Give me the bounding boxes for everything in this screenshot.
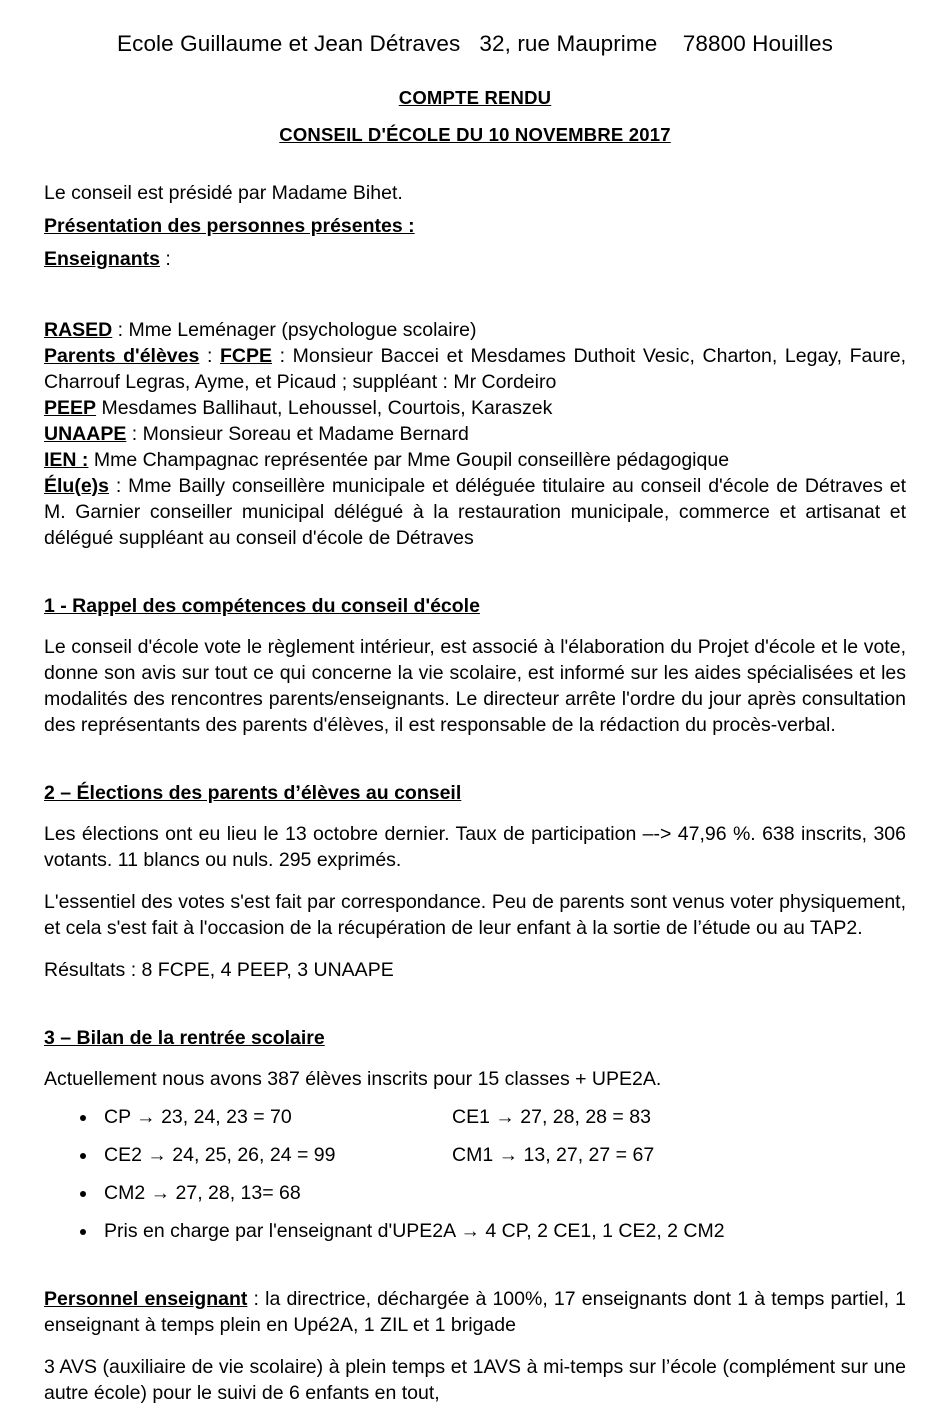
roster-line-rased	[44, 317, 906, 343]
section-2-paragraph-1: Les élections ont eu lieu le 13 octobre dernier. Taux de participation –-> 47,96 %. 638 inscrits, 306 votants. 11 blancs ou nuls. 295 exprimés.	[44, 822, 906, 871]
roster-line-parents	[44, 343, 906, 395]
parents-separator: :	[199, 344, 220, 367]
avs-paragraph: 3 AVS (auxiliaire de vie scolaire) à plein temps et 1AVS à mi-temps sur l’école (complément sur une autre école) pour le suivi de 6 enfants en tout,	[44, 1355, 906, 1404]
section-1-paragraph: Le conseil d'école vote le règlement intérieur, est associé à l'élaboration du Projet d'école et le vote, donne son avis sur tout ce qui concerne la vie scolaire, est informé sur les aides spécialisées et les modalités des rencontres parents/enseignants. Le directeur arrête l'ordre du jour après consultation des représentants des parents d'élèves, il est responsable de la rédaction du procès-verbal.	[44, 635, 906, 736]
ien-text: Mme Champagnac représentée par Mme Goupil conseillère pédagogique	[88, 448, 730, 471]
class-right: CE1 → 27, 28, 28 = 83	[452, 1105, 651, 1128]
school-address-header: Ecole Guillaume et Jean Détraves 32, rue Mauprime 78800 Houilles	[116, 31, 833, 56]
elus-label: Élu(e)s	[44, 474, 110, 497]
list-item	[44, 1142, 906, 1168]
staff-paragraph	[44, 1286, 906, 1338]
class-left: Pris en charge par l'enseignant d'UPE2A → 4 CP, 2 CE1, 1 CE2, 2 CM2	[104, 1219, 725, 1242]
staff-text: : la directrice, déchargée à 100%, 17 enseignants dont 1 à temps partiel, 1 enseignant à temps plein en Upé2A, 1 ZIL et 1 brigade	[44, 1287, 907, 1336]
list-item	[44, 1104, 906, 1130]
parents-label: Parents d'élèves	[44, 344, 200, 367]
list-item	[44, 1180, 906, 1206]
attendees-roster	[44, 317, 906, 551]
section-2-results: Résultats : 8 FCPE, 4 PEEP, 3 UNAAPE	[44, 958, 394, 981]
teachers-label: Enseignants	[44, 247, 160, 270]
class-enrollment-list	[44, 1104, 906, 1244]
teachers-heading	[44, 246, 906, 272]
rased-text: : Mme Leménager (psychologue scolaire)	[112, 318, 477, 341]
unaape-label: UNAAPE	[44, 422, 127, 445]
presentation-heading	[44, 213, 906, 239]
section-1-heading	[44, 593, 906, 619]
roster-line-unaape	[44, 421, 906, 447]
section-3-heading	[44, 1025, 906, 1051]
peep-text: Mesdames Ballihaut, Lehoussel, Courtois, Karaszek	[96, 396, 553, 419]
staff-label: Personnel enseignant	[44, 1287, 248, 1310]
section-3-intro: Actuellement nous avons 387 élèves inscrits pour 15 classes + UPE2A.	[44, 1067, 662, 1090]
class-row	[104, 1142, 906, 1168]
class-row	[104, 1180, 906, 1206]
page-title: COMPTE RENDU	[398, 87, 552, 109]
class-row	[104, 1218, 906, 1244]
class-left: CM2 → 27, 28, 13= 68	[104, 1181, 301, 1204]
rased-label: RASED	[44, 318, 113, 341]
roster-line-peep	[44, 395, 906, 421]
peep-label: PEEP	[44, 396, 97, 419]
class-left: CE2 → 24, 25, 26, 24 = 99	[104, 1143, 336, 1166]
section-2-heading-label: 2 – Élections des parents d’élèves au conseil	[44, 781, 462, 804]
section-1-heading-label: 1 - Rappel des compétences du conseil d'école	[44, 594, 480, 617]
presentation-heading-label: Présentation des personnes présentes :	[44, 214, 415, 237]
elus-text: : Mme Bailly conseillère municipale et déléguée titulaire au conseil d'école de Détraves et M. Garnier conseiller municipal délégué à la restauration municipale, commerce et artisanat et délégué suppléant au conseil d'école de Détraves	[44, 474, 906, 549]
section-2-heading	[44, 780, 906, 806]
unaape-text: : Monsieur Soreau et Madame Bernard	[126, 422, 469, 445]
fcpe-label: FCPE	[220, 344, 273, 367]
title-block	[44, 87, 906, 146]
list-item	[44, 1218, 906, 1244]
page-subtitle: CONSEIL D'ÉCOLE DU 10 NOVEMBRE 2017	[279, 124, 671, 146]
section-2-paragraph-2: L'essentiel des votes s'est fait par correspondance. Peu de parents sont venus voter physiquement, et cela s'est fait à l'occasion de la récupération de leur enfant à la sortie de l’étude ou au TAP2.	[44, 890, 906, 939]
class-right: CM1 → 13, 27, 27 = 67	[452, 1143, 655, 1166]
ien-label: IEN :	[44, 448, 89, 471]
section-3-heading-label: 3 – Bilan de la rentrée scolaire	[44, 1026, 325, 1049]
roster-line-ien	[44, 447, 906, 473]
teachers-colon: :	[159, 247, 171, 270]
class-left: CP → 23, 24, 23 = 70	[104, 1105, 292, 1128]
fcpe-text: : Monsieur Baccei et Mesdames Duthoit Vesic, Charton, Legay, Faure, Charrouf Legras, Ayme, et Picaud ; suppléant : Mr Cordeiro	[44, 344, 906, 393]
roster-line-elus	[44, 473, 906, 551]
class-row	[104, 1104, 906, 1130]
intro-line: Le conseil est présidé par Madame Bihet.	[44, 181, 403, 204]
